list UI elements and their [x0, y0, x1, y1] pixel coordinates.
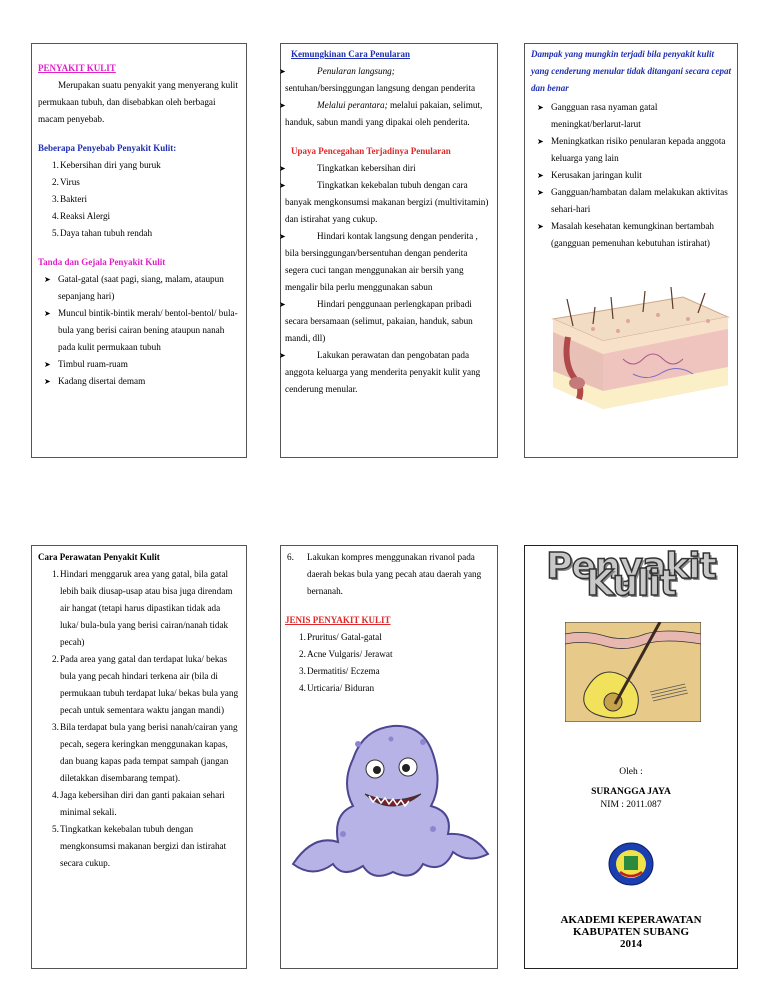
- arrow-bullet-icon: ➤: [537, 137, 544, 146]
- list-item: ➤ Hindari penggunaan perlengkapan pribadi secara bersamaan (selimut, pakaian, handuk, sabun mandi, dll): [285, 296, 493, 347]
- arrow-bullet-icon: ➤: [279, 164, 286, 173]
- list-item: ➤ Lakukan perawatan dan pengobatan pada anggota keluarga yang menderita penyakit kulit yang cenderung menular.: [285, 347, 493, 398]
- arrow-bullet-icon: ➤: [537, 103, 544, 112]
- list-item: 4. Jaga kebersihan diri dan ganti pakaian sehari minimal sekali.: [52, 790, 225, 817]
- causes-list: [38, 157, 240, 242]
- care-list: [38, 566, 240, 872]
- causes-heading: Beberapa Penyebab Penyakit Kulit:: [38, 143, 177, 153]
- arrow-bullet-icon: ➤: [537, 222, 544, 231]
- arrow-bullet-icon: ➤: [279, 351, 286, 360]
- list-item: 4. Reaksi Alergi: [52, 211, 111, 221]
- by-label: Oleh :: [619, 767, 643, 777]
- list-item: ➤ Meningkatkan risiko penularan kepada anggota keluarga yang lain: [531, 133, 731, 167]
- panel-care: [31, 545, 247, 969]
- arrow-bullet-icon: ➤: [537, 188, 544, 197]
- list-item: 2. Pada area yang gatal dan terdapat luka/ bekas bula yang pecah hindari terkena air (bila di permukaan tubuh terdapat luka/ bekas bula yang pecah untuk sementara waktu jangan mandi): [52, 654, 239, 715]
- arrow-bullet-icon: ➤: [44, 309, 51, 318]
- germ-monster-illustration: [283, 714, 493, 884]
- list-item: 6. Lakukan kompres menggunakan rivanol pada daerah bekas bula yang pecah atau daerah yang bernanah.: [287, 552, 482, 596]
- list-item: ➤ Kadang disertai demam: [38, 373, 240, 390]
- transmission-heading: Kemungkinan Cara Penularan: [291, 49, 411, 59]
- list-item: ➤ Gangguan/hambatan dalam melakukan aktivitas sehari-hari: [531, 184, 731, 218]
- title-penyakit-kulit: PENYAKIT KULIT: [38, 63, 116, 73]
- list-item: ➤ Melalui perantara; melalui pakaian, selimut, handuk, sabun mandi yang dipakai oleh penderita.: [285, 97, 493, 131]
- panel-transmission: [280, 43, 498, 458]
- arrow-bullet-icon: ➤: [279, 67, 286, 76]
- skin-cross-section-illustration: [533, 279, 733, 419]
- list-item: ➤ Penularan langsung; sentuhan/bersinggungan langsung dengan penderita: [285, 63, 493, 97]
- list-item: 3. Bila terdapat bula yang berisi nanah/cairan yang pecah, segera keringkan menggunakan kapas, dan buang kapas pada tempat sampah (jangan diletakkan disembarang tempat).: [52, 722, 238, 783]
- list-item: 2. Acne Vulgaris/ Jerawat: [299, 649, 393, 659]
- cover-year: 2014: [620, 938, 642, 950]
- arrow-bullet-icon: ➤: [279, 232, 286, 241]
- panel-types: [280, 545, 498, 969]
- arrow-bullet-icon: ➤: [279, 181, 286, 190]
- panel-impact: [524, 43, 738, 458]
- prevention-list: [279, 160, 493, 398]
- list-item: 5. Daya tahan tubuh rendah: [52, 228, 153, 238]
- list-item: ➤ Tingkatkan kebersihan diri: [285, 160, 493, 177]
- institution-line-1: AKADEMI KEPERAWATAN: [560, 914, 702, 926]
- list-item: 4. Urticaria/ Biduran: [299, 683, 375, 693]
- arrow-bullet-icon: ➤: [44, 377, 51, 386]
- list-item: ➤ Gatal-gatal (saat pagi, siang, malam, ataupun sepanjang hari): [38, 271, 240, 305]
- impact-list: [531, 99, 731, 252]
- care-list-continued: [285, 549, 493, 600]
- arrow-bullet-icon: ➤: [279, 300, 286, 309]
- skin-hair-follicle-illustration: [565, 622, 701, 722]
- types-heading: JENIS PENYAKIT KULIT: [285, 615, 391, 625]
- intro-text: Merupakan suatu penyakit yang menyerang kulit permukaan tubuh, dan disebabkan oleh berbagai macam penyebab.: [38, 80, 238, 124]
- signs-heading: Tanda dan Gejala Penyakit Kulit: [38, 257, 166, 267]
- arrow-bullet-icon: ➤: [537, 171, 544, 180]
- regency-emblem-logo: [608, 842, 654, 886]
- signs-list: [38, 271, 240, 390]
- author-name: SURANGGA JAYA: [591, 787, 671, 797]
- impact-heading: Dampak yang mungkin terjadi bila penyakit kulit yang cenderung menular tidak ditangani secara cepat dan benar: [531, 49, 732, 93]
- list-item: 2. Virus: [52, 177, 80, 187]
- panel-cover: [524, 545, 738, 969]
- list-item: 1. Hindari menggaruk area yang gatal, bila gatal lebih baik diusap-usap atau bisa juga direndam air hangat (tetapi harus dipastikan tidak ada luka/ bula-bula yang berisi cairan/nanah tidak pecah): [52, 569, 233, 647]
- arrow-bullet-icon: ➤: [279, 101, 286, 110]
- list-item: ➤ Gangguan rasa nyaman gatal meningkat/berlarut-larut: [531, 99, 731, 133]
- list-item: ➤ Hindari kontak langsung dengan penderita , bila bersinggungan/bersentuhan dengan penderita segera cuci tangan menggunakan air bersih yang mengalir bila perlu menggunakan sabun: [285, 228, 493, 296]
- list-item: 3. Dermatitis/ Eczema: [299, 666, 380, 676]
- care-heading: Cara Perawatan Penyakit Kulit: [38, 552, 160, 562]
- list-item: ➤ Masalah kesehatan kemungkinan bertambah (gangguan pemenuhan kebutuhan istirahat): [531, 218, 731, 252]
- institution-line-2: KABUPATEN SUBANG: [572, 926, 690, 938]
- list-item: ➤ Tingkatkan kekebalan tubuh dengan cara banyak mengkonsumsi makanan bergizi (multivitamin) dan istirahat yang cukup.: [285, 177, 493, 228]
- prevention-heading: Upaya Pencegahan Terjadinya Penularan: [291, 146, 451, 156]
- transmission-list: [279, 63, 493, 131]
- list-item: 1. Pruritus/ Gatal-gatal: [299, 632, 382, 642]
- list-item: ➤ Kerusakan jaringan kulit: [531, 167, 731, 184]
- cover-title: Penyakit Kulit: [546, 546, 716, 604]
- arrow-bullet-icon: ➤: [44, 360, 51, 369]
- arrow-bullet-icon: ➤: [44, 275, 51, 284]
- list-item: ➤ Muncul bintik-bintik merah/ bentol-bentol/ bula-bula yang berisi cairan bening ataupun nanah pada kulit permukaan tubuh: [38, 305, 240, 356]
- list-item: 3. Bakteri: [52, 194, 88, 204]
- author-nim: NIM : 2011.087: [600, 800, 662, 810]
- list-item: 5. Tingkatkan kekebalan tubuh dengan mengkonsumsi makanan bergizi dan istirahat secara cukup.: [52, 824, 227, 868]
- types-list: [285, 629, 493, 697]
- panel-definition: [31, 43, 247, 458]
- list-item: 1. Kebersihan diri yang buruk: [52, 160, 161, 170]
- list-item: ➤ Timbul ruam-ruam: [38, 356, 240, 373]
